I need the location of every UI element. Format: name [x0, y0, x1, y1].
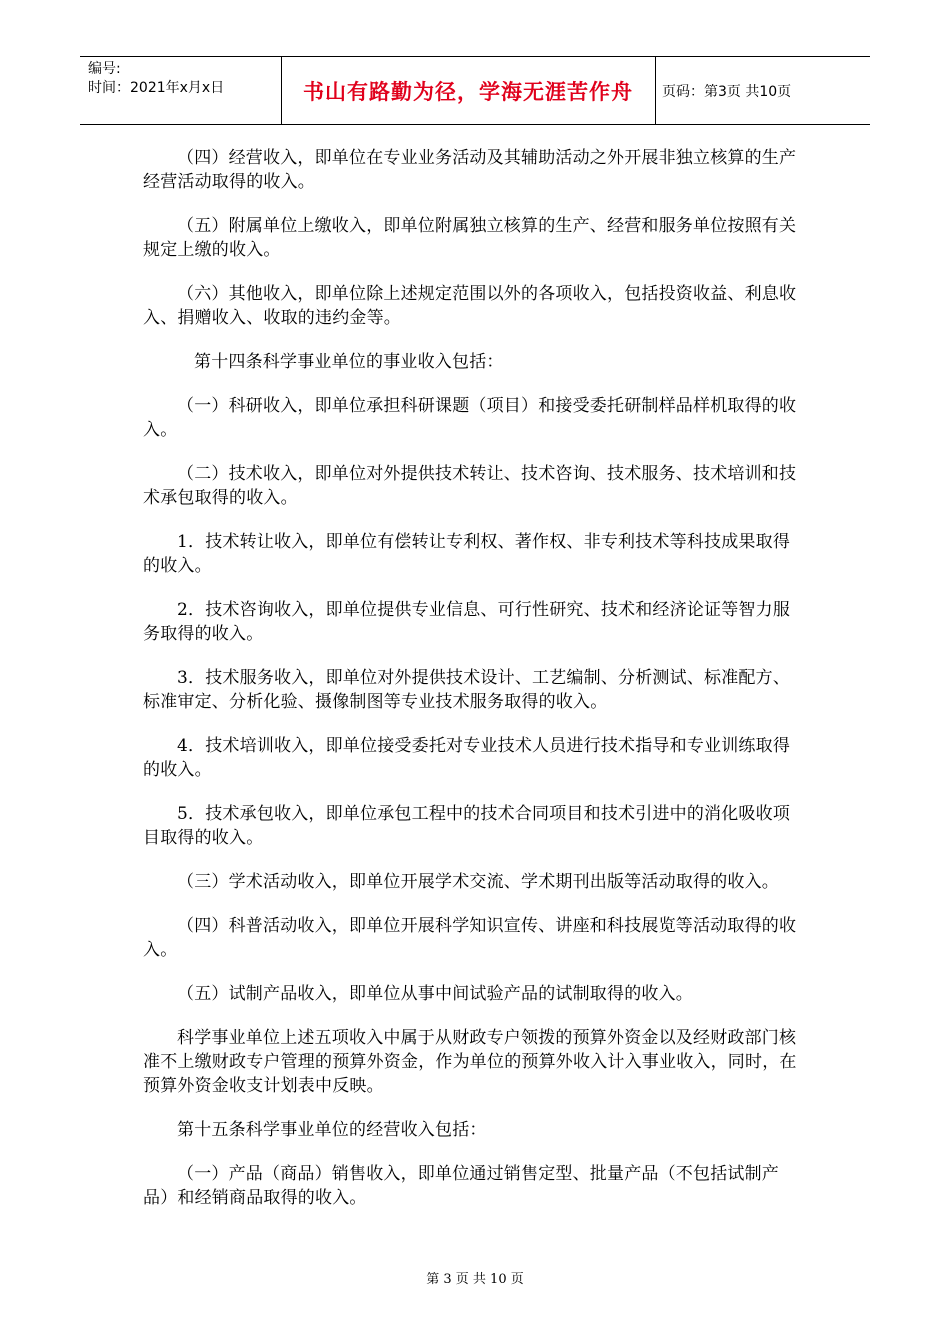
paragraph: （五）试制产品收入，即单位从事中间试验产品的试制取得的收入。	[177, 984, 693, 1004]
paragraph: （三）学术活动收入，即单位开展学术交流、学术期刊出版等活动取得的收入。	[177, 872, 779, 892]
header-motto: 书山有路勤为径，学海无涯苦作舟	[303, 79, 633, 104]
page-footer: 第 3 页 共 10 页	[426, 1272, 524, 1287]
paragraph: （五）附属单位上缴收入，即单位附属独立核算的生产、经营和服务单位按照有关规定上缴的收入。	[143, 216, 797, 260]
paragraph: （一）科研收入，即单位承担科研课题（项目）和接受委托研制样品样机取得的收入。	[143, 396, 797, 440]
paragraph: 第十四条科学事业单位的事业收入包括：	[194, 352, 504, 372]
paragraph: 4．技术培训收入，即单位接受委托对专业技术人员进行技术指导和专业训练取得的收入。	[143, 736, 791, 780]
paragraph: 5．技术承包收入，即单位承包工程中的技术合同项目和技术引进中的消化吸收项目取得的收入。	[143, 804, 791, 848]
header-divider-left	[281, 57, 282, 124]
time-label: 时间：2021年x月x日	[88, 80, 225, 96]
header-bottom-rule	[80, 124, 870, 125]
document-body	[143, 146, 803, 1230]
header-divider-right	[655, 57, 656, 124]
paragraph: （一）产品（商品）销售收入，即单位通过销售定型、批量产品（不包括试制产品）和经销商品取得的收入。	[143, 1164, 779, 1208]
paragraph: 2．技术咨询收入，即单位提供专业信息、可行性研究、技术和经济论证等智力服务取得的收入。	[143, 600, 791, 644]
number-label: 编号:	[88, 61, 121, 77]
header-page-info: 页码：第3页 共10页	[662, 83, 792, 100]
header-meta	[88, 60, 278, 98]
paragraph: 科学事业单位上述五项收入中属于从财政专户领拨的预算外资金以及经财政部门核准不上缴财政专户管理的预算外资金，作为单位的预算外收入计入事业收入，同时，在预算外资金收支计划表中反映。	[143, 1028, 797, 1096]
paragraph: 1．技术转让收入，即单位有偿转让专利权、著作权、非专利技术等科技成果取得的收入。	[143, 532, 791, 576]
paragraph: （二）技术收入，即单位对外提供技术转让、技术咨询、技术服务、技术培训和技术承包取得的收入。	[143, 464, 797, 508]
paragraph: （四）科普活动收入，即单位开展科学知识宣传、讲座和科技展览等活动取得的收入。	[143, 916, 797, 960]
paragraph: （四）经营收入，即单位在专业业务活动及其辅助活动之外开展非独立核算的生产经营活动取得的收入。	[143, 148, 797, 192]
paragraph: 第十五条科学事业单位的经营收入包括：	[177, 1120, 487, 1140]
paragraph: 3．技术服务收入，即单位对外提供技术设计、工艺编制、分析测试、标准配方、标准审定、分析化验、摄像制图等专业技术服务取得的收入。	[143, 668, 791, 712]
paragraph: （六）其他收入，即单位除上述规定范围以外的各项收入，包括投资收益、利息收入、捐赠收入、收取的违约金等。	[143, 284, 797, 328]
